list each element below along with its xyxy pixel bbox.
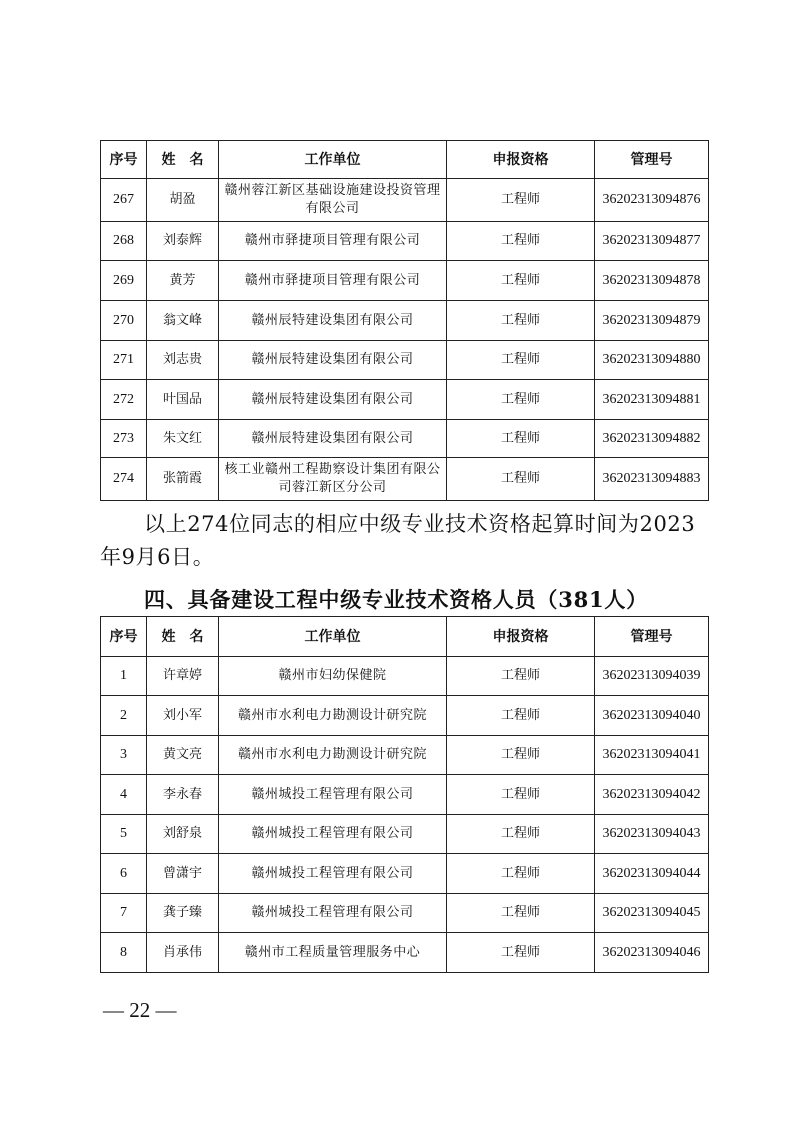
cell-work-unit: 赣州市水利电力勘测设计研究院 [219,736,447,775]
cell-work-unit: 赣州蓉江新区基础设施建设投资管理有限公司 [219,179,447,222]
cell-work-unit: 赣州市驿捷项目管理有限公司 [219,222,447,261]
cell-name: 李永春 [147,775,219,815]
cell-qualification: 工程师 [447,736,595,775]
cell-qualification: 工程师 [447,894,595,933]
cell-name: 刘志贵 [147,341,219,380]
cell-serial: 270 [101,301,147,341]
cell-qualification: 工程师 [447,341,595,380]
section-heading: 四、具备建设工程中级专业技术资格人员（381人） [144,587,649,612]
table-row [101,341,709,380]
cell-management-id: 36202313094044 [595,854,709,894]
cell-qualification: 工程师 [447,657,595,696]
cell-serial: 5 [101,815,147,854]
table-row [101,222,709,261]
page-number: — 22 — [103,998,177,1022]
table-header-row [101,617,709,657]
header-management-id: 管理号 [595,141,709,179]
cell-work-unit: 赣州辰特建设集团有限公司 [219,380,447,420]
cell-serial: 8 [101,933,147,973]
cell-name: 朱文红 [147,420,219,458]
table-row [101,420,709,458]
cell-work-unit: 赣州城投工程管理有限公司 [219,815,447,854]
cell-name: 翁文峰 [147,301,219,341]
applicant-table-engineers-continued [100,140,709,501]
table-row [101,696,709,736]
header-serial: 序号 [101,141,147,179]
header-management-id: 管理号 [595,617,709,657]
cell-qualification: 工程师 [447,696,595,736]
cell-qualification: 工程师 [447,815,595,854]
table-header-row [101,141,709,179]
table-row [101,179,709,222]
cell-management-id: 36202313094879 [595,301,709,341]
cell-management-id: 36202313094876 [595,179,709,222]
cell-serial: 4 [101,775,147,815]
cell-serial: 269 [101,261,147,301]
cell-name: 黄芳 [147,261,219,301]
cell-serial: 268 [101,222,147,261]
cell-serial: 272 [101,380,147,420]
cell-serial: 3 [101,736,147,775]
cell-management-id: 36202313094046 [595,933,709,973]
cell-management-id: 36202313094883 [595,458,709,501]
cell-name: 刘小军 [147,696,219,736]
table-row [101,736,709,775]
cell-work-unit: 赣州市水利电力勘测设计研究院 [219,696,447,736]
qualification-date-note: 以上274位同志的相应中级专业技术资格起算时间为2023年9月6日。 [100,512,696,569]
cell-work-unit: 赣州市驿捷项目管理有限公司 [219,261,447,301]
cell-name: 龚子臻 [147,894,219,933]
cell-management-id: 36202313094039 [595,657,709,696]
cell-management-id: 36202313094042 [595,775,709,815]
header-name: 姓 名 [147,617,219,657]
cell-serial: 6 [101,854,147,894]
cell-work-unit: 赣州辰特建设集团有限公司 [219,420,447,458]
cell-name: 许章婷 [147,657,219,696]
cell-management-id: 36202313094878 [595,261,709,301]
cell-management-id: 36202313094882 [595,420,709,458]
cell-qualification: 工程师 [447,261,595,301]
cell-work-unit: 核工业赣州工程勘察设计集团有限公司蓉江新区分公司 [219,458,447,501]
table-row [101,815,709,854]
header-name: 姓 名 [147,141,219,179]
cell-name: 黄文亮 [147,736,219,775]
cell-work-unit: 赣州城投工程管理有限公司 [219,854,447,894]
cell-work-unit: 赣州市工程质量管理服务中心 [219,933,447,973]
cell-management-id: 36202313094877 [595,222,709,261]
cell-work-unit: 赣州城投工程管理有限公司 [219,894,447,933]
cell-qualification: 工程师 [447,380,595,420]
table-row [101,458,709,501]
header-work-unit: 工作单位 [219,141,447,179]
cell-serial: 271 [101,341,147,380]
cell-qualification: 工程师 [447,854,595,894]
cell-qualification: 工程师 [447,458,595,501]
header-serial: 序号 [101,617,147,657]
cell-name: 曾潇宇 [147,854,219,894]
header-work-unit: 工作单位 [219,617,447,657]
cell-work-unit: 赣州辰特建设集团有限公司 [219,301,447,341]
cell-qualification: 工程师 [447,420,595,458]
header-qualification: 申报资格 [447,617,595,657]
table-row [101,933,709,973]
table-row [101,380,709,420]
cell-name: 刘舒泉 [147,815,219,854]
cell-work-unit: 赣州辰特建设集团有限公司 [219,341,447,380]
cell-work-unit: 赣州城投工程管理有限公司 [219,775,447,815]
cell-serial: 1 [101,657,147,696]
cell-qualification: 工程师 [447,301,595,341]
cell-management-id: 36202313094881 [595,380,709,420]
cell-serial: 7 [101,894,147,933]
cell-name: 肖承伟 [147,933,219,973]
table-row [101,261,709,301]
table-row [101,854,709,894]
cell-serial: 2 [101,696,147,736]
cell-serial: 267 [101,179,147,222]
cell-qualification: 工程师 [447,775,595,815]
table-row [101,775,709,815]
cell-serial: 273 [101,420,147,458]
cell-name: 胡盈 [147,179,219,222]
cell-name: 刘泰辉 [147,222,219,261]
applicant-table-construction-engineers [100,616,709,973]
cell-management-id: 36202313094041 [595,736,709,775]
cell-management-id: 36202313094040 [595,696,709,736]
cell-management-id: 36202313094043 [595,815,709,854]
cell-work-unit: 赣州市妇幼保健院 [219,657,447,696]
header-qualification: 申报资格 [447,141,595,179]
cell-qualification: 工程师 [447,179,595,222]
table-row [101,657,709,696]
cell-name: 叶国品 [147,380,219,420]
cell-qualification: 工程师 [447,222,595,261]
cell-management-id: 36202313094045 [595,894,709,933]
cell-serial: 274 [101,458,147,501]
cell-name: 张箭霞 [147,458,219,501]
cell-qualification: 工程师 [447,933,595,973]
table-row [101,894,709,933]
cell-management-id: 36202313094880 [595,341,709,380]
table-row [101,301,709,341]
